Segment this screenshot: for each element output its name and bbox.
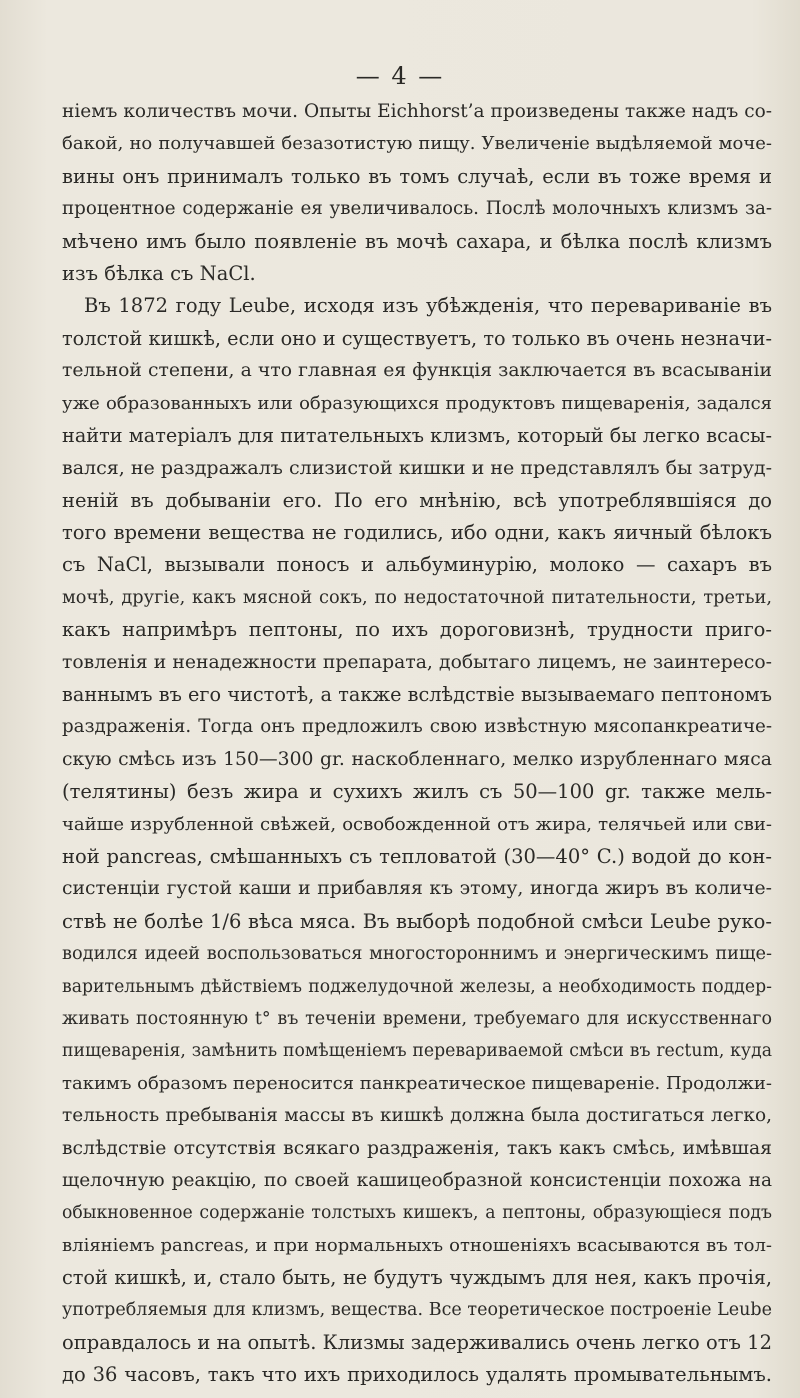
text-line: чайше изрубленной свѣжей, освобожденной отъ жира, телячьей или сви- [62,813,772,835]
text-line: систенцiи густой каши и прибавляя къ этому, иногда жиръ въ количе- [62,878,772,900]
text-line: варительнымъ дѣйствiемъ поджелудочной железы, а необходимость поддер- [62,976,772,997]
text-line: мочѣ, другiе, какъ мясной сокъ, по недостаточной питательности, третьи, [62,587,772,608]
text-line: толстой кишкѣ, если оно и существуетъ, то только въ очень незначи- [62,326,772,350]
text-line: скую смѣсь изъ 150—300 gr. наскобленнаго, мелко изрубленнаго мяса [62,748,772,770]
text-line: найти матерiалъ для питательныхъ клизмъ, который бы легко всасы- [62,423,772,447]
text-line: ваннымъ въ его чистотѣ, а также вслѣдствiе вызываемаго пептономъ [62,683,772,707]
text-line: раздраженiя. Тогда онъ предложилъ свою извѣстную мясопанкреатиче- [62,716,772,738]
text-line: тельной степени, а что главная ея функцiя заключается въ всасыванiи [62,360,772,382]
text-line: щелочную реакцiю, по своей кашицеобразной консистенцiи похожа на [62,1169,772,1191]
text-line: уже образованныхъ или образующихся продуктовъ пищеваренiя, задался [62,392,772,414]
text-line: вался, не раздражалъ слизистой кишки и не представлялъ бы затруд- [62,457,772,480]
text-line: пищеваренiя, замѣнить помѣщенiемъ перевариваемой смѣси въ rectum, куда [62,1041,772,1062]
text-line: тельность пребыванiя массы въ кишкѣ должна была достигаться легко, [62,1105,772,1127]
text-line: бакой, но получавшей безазотистую пищу. Увеличенiе выдѣляемой моче- [62,133,772,155]
text-line: ной pancreas, смѣшанныхъ съ тепловатой (30—40° C.) водой до кон- [62,844,772,868]
text-line: живать постоянную t° въ теченiи времени, требуемаго для искусственнаго [62,1008,772,1029]
text-line: употребляемыя для клизмъ, вещества. Все теоретическое построенiе Leube [62,1300,772,1321]
text-line: Въ 1872 году Leube, исходя изъ убѣжденiя, что перевариванiе въ [84,294,772,318]
text-line: какъ напримѣръ пептоны, по ихъ дороговизнѣ, трудности приго- [62,618,772,642]
text-line: изъ бѣлка съ NaCl. [62,261,256,285]
text-line: нiемъ количествъ мочи. Опыты Eichhorst’а произведены также надъ со- [62,101,772,122]
text-line: влiянiемъ pancreas, и при нормальныхъ отношенiяхъ всасываются въ тол- [62,1234,772,1256]
text-line: товленiя и ненадежности препарата, добытаго лицемъ, не заинтересо- [62,651,772,673]
text-line: того времени вещества не годились, ибо одни, какъ яичный бѣлокъ [62,521,772,545]
text-line: оправдалось и на опытѣ. Клизмы задерживались очень легко отъ 12 [62,1330,772,1354]
page-number: — 4 — [355,62,445,90]
text-line: до 36 часовъ, такъ что ихъ приходилось удалять промывательнымъ. [62,1363,772,1387]
body-text [62,96,772,1392]
text-line: процентное содержанiе ея увеличивалось. Послѣ молочныхъ клизмъ за- [62,198,772,220]
text-line: вины онъ принималъ только въ томъ случаѣ, если въ тоже время и [62,164,772,188]
text-line: водился идеей воспользоваться многостороннимъ и энергическимъ пище- [62,944,772,965]
text-line: вслѣдствiе отсутствiя всякаго раздраженiя, такъ какъ смѣсь, имѣвшая [62,1137,772,1159]
text-line: съ NaCl, вызывали поносъ и альбуминурiю, молоко — сахаръ въ [62,553,772,577]
text-line: мѣчено имъ было появленiе въ мочѣ сахара, и бѣлка послѣ клизмъ [62,229,772,253]
text-line: обыкновенное содержанiе толстыхъ кишекъ, а пептоны, образующiеся подъ [62,1203,772,1224]
text-line: ненiй въ добыванiи его. По его мнѣнiю, всѣ употреблявшiяся до [62,488,772,512]
text-line: ствѣ не болѣе 1/6 вѣса мяса. Въ выборѣ подобной смѣси Leube руко- [62,909,772,933]
text-line: стой кишкѣ, и, стало быть, не будутъ чуждымъ для нея, какъ прочiя, [62,1266,772,1290]
text-line: такимъ образомъ переносится панкреатическое пищеваренiе. Продолжи- [62,1072,772,1094]
text-line: (телятины) безъ жира и сухихъ жилъ съ 50—100 gr. также мель- [62,780,772,804]
